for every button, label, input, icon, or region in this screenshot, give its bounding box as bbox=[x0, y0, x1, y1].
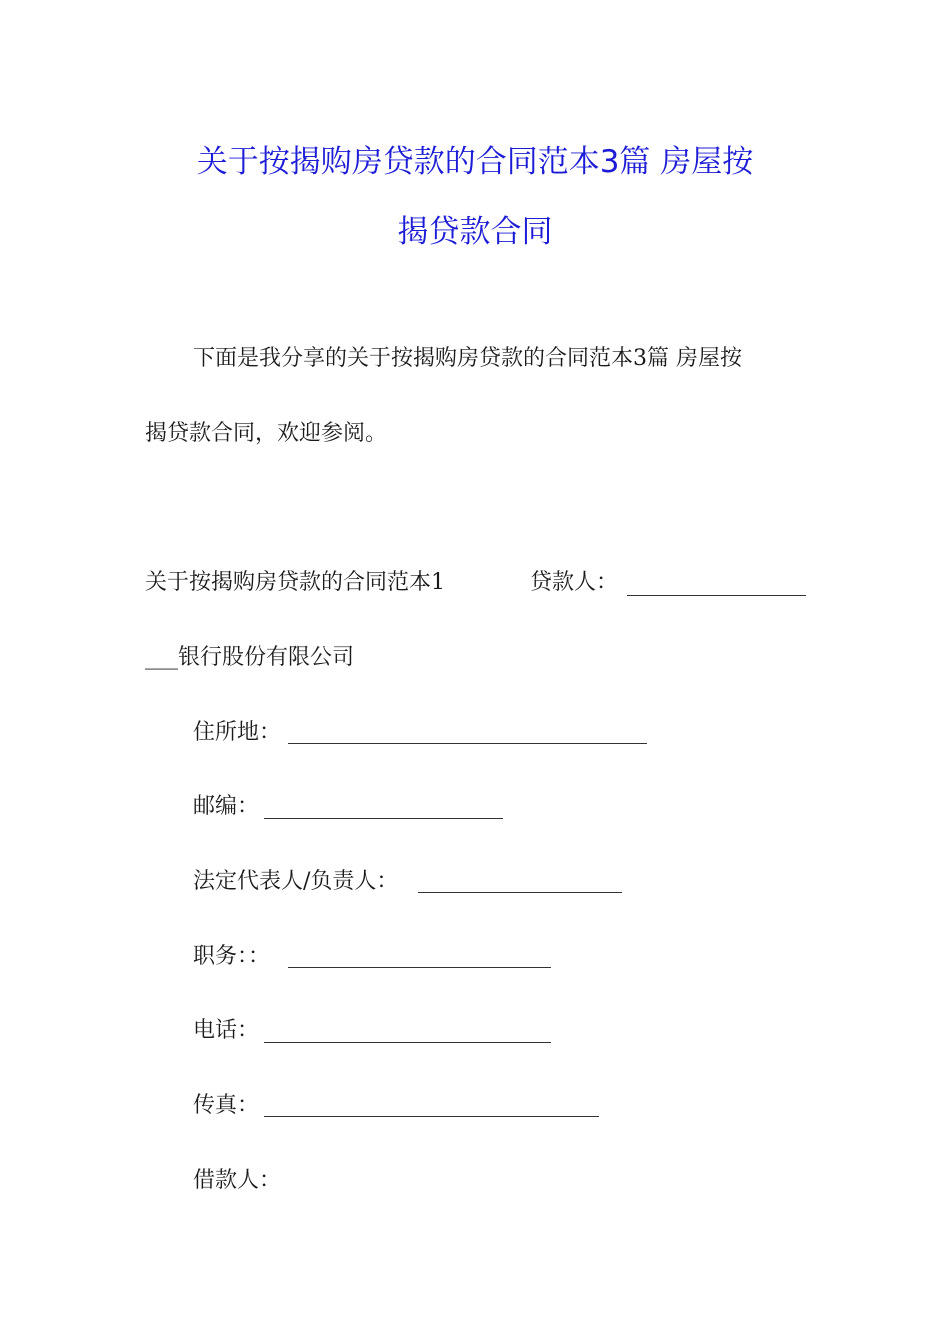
bank-name-line: ___银行股份有限公司 bbox=[145, 645, 355, 670]
fax-label: 传真： bbox=[193, 1093, 260, 1118]
lender-label: 贷款人： bbox=[530, 570, 619, 595]
postcode-label: 邮编： bbox=[193, 794, 260, 819]
intro-line-2: 揭贷款合同，欢迎参阅。 bbox=[145, 421, 388, 446]
postcode-blank bbox=[264, 818, 503, 819]
representative-blank bbox=[418, 892, 622, 893]
document-title-line-2: 揭贷款合同 bbox=[397, 214, 553, 250]
contract-1-heading: 关于按揭购房贷款的合同范本1 bbox=[145, 570, 445, 595]
phone-blank bbox=[264, 1042, 551, 1043]
position-label: 职务：： bbox=[193, 944, 271, 969]
document-title-line-1: 关于按揭购房贷款的合同范本3篇 房屋按 bbox=[196, 144, 754, 180]
lender-blank bbox=[627, 595, 806, 596]
intro-line-1: 下面是我分享的关于按揭购房贷款的合同范本3篇 房屋按 bbox=[193, 346, 742, 371]
borrower-label: 借款人： bbox=[193, 1168, 282, 1193]
position-blank bbox=[288, 967, 551, 968]
representative-label: 法定代表人/负责人： bbox=[193, 869, 399, 894]
fax-blank bbox=[264, 1116, 599, 1117]
phone-label: 电话： bbox=[193, 1018, 260, 1043]
address-label: 住所地： bbox=[193, 720, 282, 745]
address-blank bbox=[288, 743, 647, 744]
